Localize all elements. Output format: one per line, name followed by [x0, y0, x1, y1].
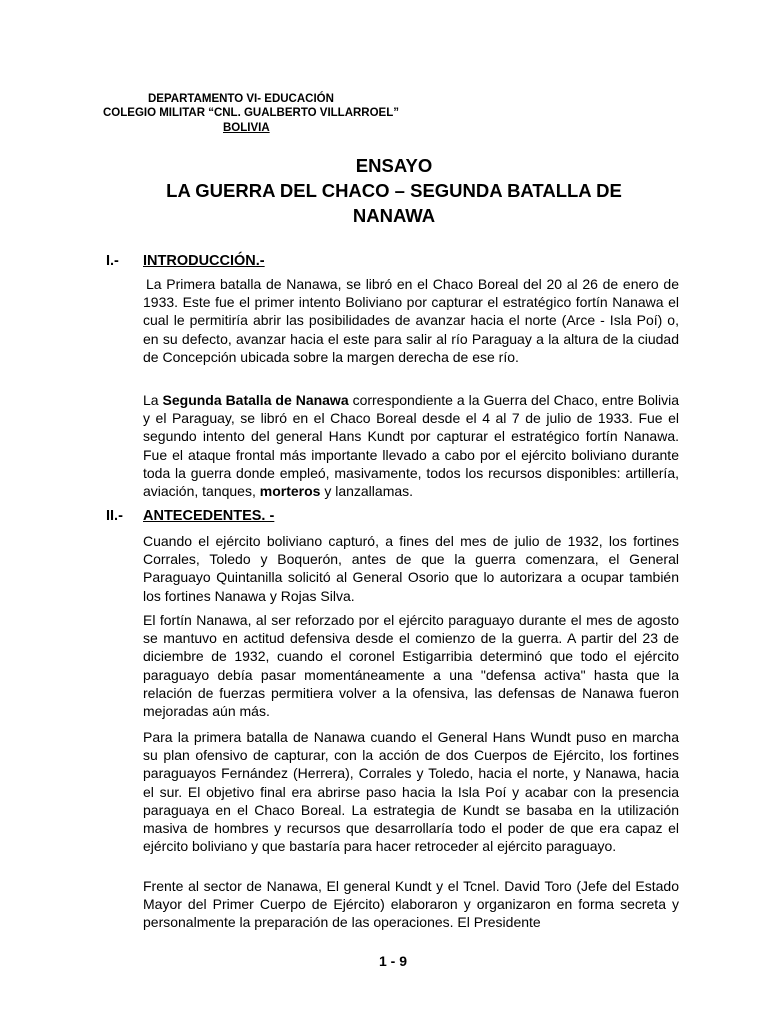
section-number: I.- — [106, 253, 119, 269]
paragraph: Para la primera batalla de Nanawa cuando el General Hans Wundt puso en marcha su plan ofensivo de capturar, con la acción de dos Cuerpos de Ejército, los fortines paraguayos Fernández (Herrera), Corrales y Toledo, hacia el norte, y Nanawa, hacia el sur. El objetivo final era abrirse paso hacia la Isla Poí y acabar con la presencia paraguaya en el Chaco Boreal. La estrategia de Kundt se basaba en la utilización masiva de hombres y recursos que desarrollaría todo el poder de que era capaz el ejército boliviano y que bastaría para hacer retroceder al ejército paraguayo. — [143, 729, 679, 855]
document-type-title: ENSAYO — [355, 155, 433, 176]
paragraph: La Segunda Batalla de Nanawa correspondiente a la Guerra del Chaco, entre Bolivia y el Paraguay, se libró en el Chaco Boreal desde el 4 al 7 de julio de 1933. Fue el segundo intento del general Hans Kundt por capturar el estratégico fortín Nanawa. Fue el ataque frontal más importante llevado a cabo por el ejército boliviano durante toda la guerra donde empleó, masivamente, todos los recursos disponibles: artillería, aviación, tanques, morteros y lanzallamas. — [143, 392, 679, 500]
college-heading: COLEGIO MILITAR “CNL. GUALBERTO VILLARROEL” — [103, 107, 400, 119]
paragraph: Frente al sector de Nanawa, El general Kundt y el Tcnel. David Toro (Jefe del Estado Mayor del Primer Cuerpo de Ejército) elaboraron y organizaron en forma secreta y personalmente la preparación de las operaciones. El Presidente — [143, 878, 679, 931]
bold-term: morteros — [259, 483, 321, 500]
section-title-introduccion: INTRODUCCIÓN.- — [143, 253, 265, 269]
department-heading: DEPARTAMENTO VI- EDUCACIÓN — [148, 93, 334, 105]
section-number: II.- — [106, 508, 123, 524]
bold-term: Segunda Batalla de Nanawa — [162, 392, 349, 408]
page-number: 1 - 9 — [378, 953, 407, 969]
document-title-line-1: LA GUERRA DEL CHACO – SEGUNDA BATALLA DE — [166, 180, 622, 201]
paragraph: El fortín Nanawa, al ser reforzado por el ejército paraguayo durante el mes de agosto se mantuvo en actitud defensiva desde el comienzo de la guerra. A partir del 23 de diciembre de 1932, cuando el coronel Estigarribia determinó que todo el ejército paraguayo debía pasar momentáneamente a una "defensa activa" hasta que la relación de fuerzas permitiera volver a la ofensiva, las defensas de Nanawa fueron mejoradas aún más. — [143, 612, 679, 720]
paragraph: Cuando el ejército boliviano capturó, a fines del mes de julio de 1932, los fortines Corrales, Toledo y Boquerón, antes de que la guerra comenzara, el General Paraguayo Quintanilla solicitó al General Osorio que lo autorizara a ocupar también los fortines Nanawa y Rojas Silva. — [143, 533, 679, 604]
document-title-line-2: NANAWA — [352, 205, 436, 226]
country-heading: BOLIVIA — [223, 122, 270, 134]
section-title-antecedentes: ANTECEDENTES. - — [143, 508, 275, 524]
paragraph: La Primera batalla de Nanawa, se libró en el Chaco Boreal del 20 al 26 de enero de 1933. Este fue el primer intento Boliviano por capturar el estratégico fortín Nanawa el cual le permitiría abrir las posibilidades de avanzar hacia el norte (Arce - Isla Poí) o, en su defecto, avanzar hacia el este para salir al río Paraguay a la altura de la ciudad de Concepción ubicada sobre la margen derecha de ese río. — [143, 276, 679, 365]
